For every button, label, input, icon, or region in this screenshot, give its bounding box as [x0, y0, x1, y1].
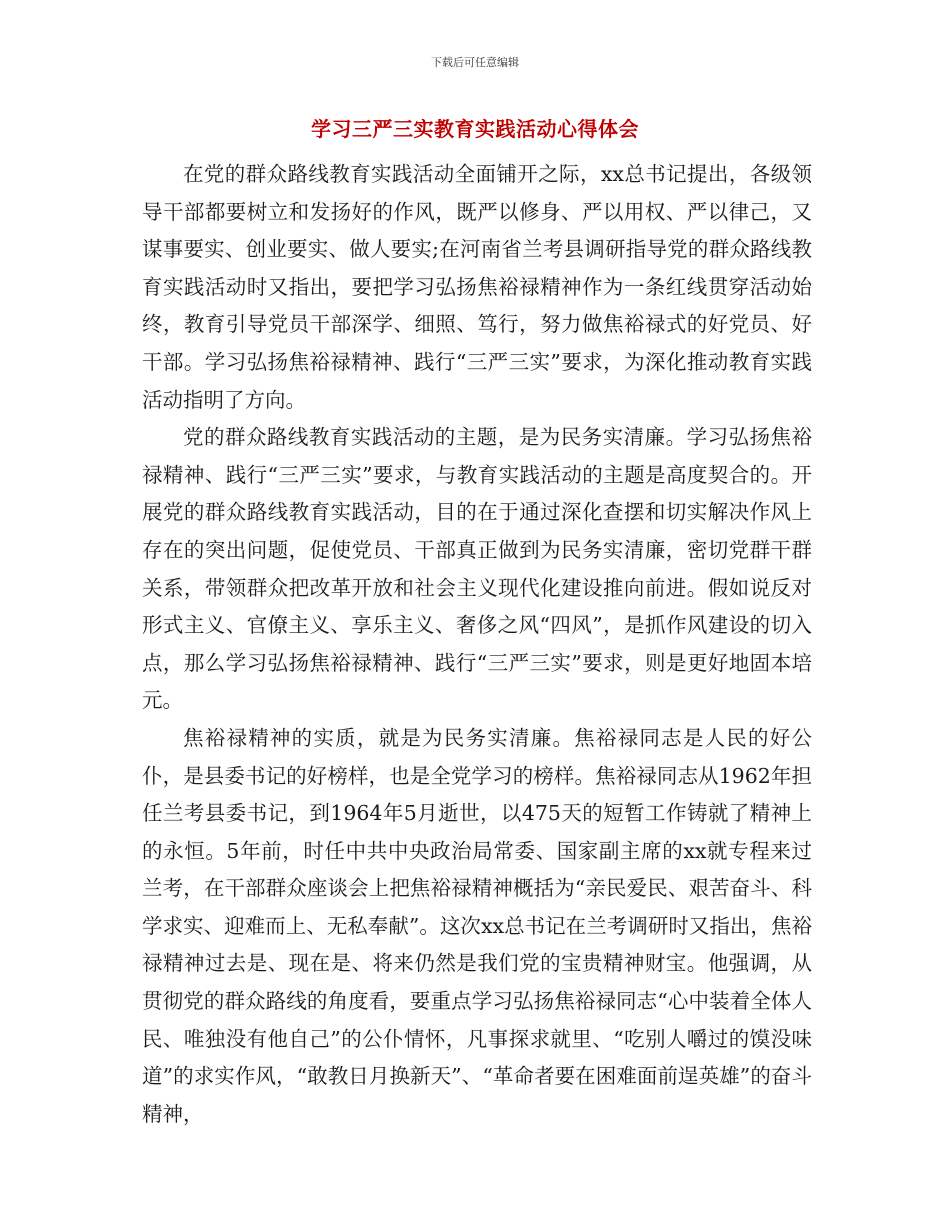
header-note: 下载后可任意编辑: [431, 56, 519, 69]
paragraph-1: 在党的群众路线教育实践活动全面铺开之际，xx总书记提出，各级领导干部都要树立和发扬好的作风，既严以修身、严以用权、严以律己，又谋事要实、创业要实、做人要实;在河南省兰考县调研指导党的群众路线教育实践活动时又指出，要把学习弘扬焦裕禄精神作为一条红线贯穿活动始终，教育引导党员干部深学、细照、笃行，努力做焦裕禄式的好党员、好干部。学习弘扬焦裕禄精神、践行“三严三实”要求，为深化推动教育实践活动指明了方向。: [142, 162, 812, 412]
document-body: [142, 156, 812, 1133]
document-title: 学习三严三实教育实践活动心得体会: [311, 117, 639, 141]
paragraph-3: 焦裕禄精神的实质，就是为民务实清廉。焦裕禄同志是人民的好公仆，是县委书记的好榜样，也是全党学习的榜样。焦裕禄同志从1962年担任兰考县委书记，到1964年5月逝世，以475天的短暂工作铸就了精神上的永恒。5年前，时任中共中央政治局常委、国家副主席的xx就专程来过兰考，在干部群众座谈会上把焦裕禄精神概括为“亲民爱民、艰苦奋斗、科学求实、迎难而上、无私奉献”。这次xx总书记在兰考调研时又指出，焦裕禄精神过去是、现在是、将来仍然是我们党的宝贵精神财宝。他强调，从贯彻党的群众路线的角度看，要重点学习弘扬焦裕禄同志“心中装着全体人民、唯独没有他自己”的公仆情怀，凡事探求就里、“吃别人嚼过的馍没味道”的求实作风，“敢教日月换新天”、“革命者要在困难面前逞英雄”的奋斗精神，: [142, 725, 812, 1126]
paragraph-2: 党的群众路线教育实践活动的主题，是为民务实清廉。学习弘扬焦裕禄精神、践行“三严三实”要求，与教育实践活动的主题是高度契合的。开展党的群众路线教育实践活动，目的在于通过深化查摆和切实解决作风上存在的突出问题，促使党员、干部真正做到为民务实清廉，密切党群干群关系，带领群众把改革开放和社会主义现代化建设推向前进。假如说反对形式主义、官僚主义、享乐主义、奢侈之风“四风”，是抓作风建设的切入点，那么学习弘扬焦裕禄精神、践行“三严三实”要求，则是更好地固本培元。: [142, 425, 812, 713]
